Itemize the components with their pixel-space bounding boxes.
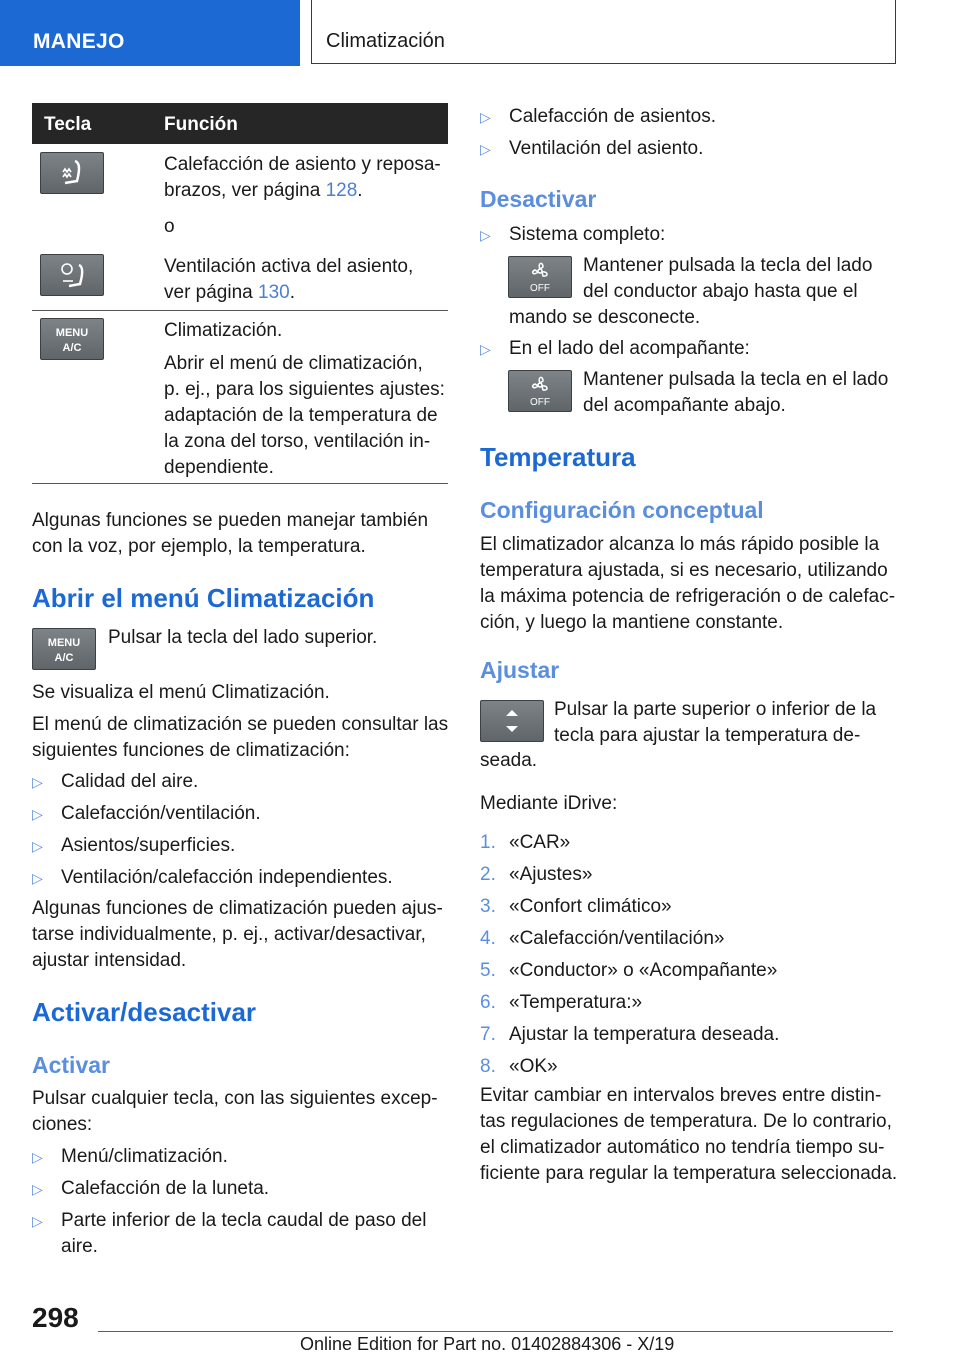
fan-off-icon — [508, 256, 572, 298]
adjust-instruction: Pulsar la parte superior o inferior de la tecla para ajustar la temperatura de- — [554, 699, 877, 746]
heading-deactivate: Desactivar — [480, 186, 597, 212]
bullet-icon: ▷ — [32, 1181, 43, 1197]
svg-text:A/C: A/C — [62, 342, 82, 354]
list-item: ▷ Menú/climatización. — [32, 1144, 228, 1170]
row-seat-heating-text: Calefacción de asiento y reposa- brazos, ver página 128. — [164, 154, 441, 201]
bullet-icon: ▷ — [32, 838, 43, 854]
menu-ac-icon — [32, 628, 96, 670]
menu-ac-icon — [40, 318, 104, 360]
svg-text:A/C: A/C — [54, 652, 74, 664]
seat-heating-icon — [40, 152, 104, 194]
bullet-icon: ▷ — [32, 774, 43, 790]
table-divider — [32, 310, 448, 311]
list-item: 1. «CAR» — [480, 832, 571, 853]
page-ref-link[interactable]: 130 — [258, 282, 290, 303]
individual-settings-paragraph: Algunas funciones de climatización pueden ajus- tarse individualmente, p. ej., activar/desactivar, ajustar intensidad. — [32, 898, 443, 971]
idrive-label: Mediante iDrive: — [480, 793, 618, 814]
menu-displayed-text: Se visualiza el menú Climatización. — [32, 682, 330, 703]
adjust-instruction-cont: seada. — [480, 750, 538, 771]
sistema-instruction-cont: mando se desconecte. — [509, 307, 701, 328]
bullet-icon: ▷ — [480, 227, 491, 243]
heading-adjust: Ajustar — [480, 657, 560, 683]
fan-off-icon — [508, 370, 572, 412]
list-item: ▷ Parte inferior de la tecla caudal de paso del aire. — [32, 1210, 427, 1257]
voice-control-paragraph: Algunas funciones se pueden manejar también con la voz, por ejemplo, la temperatura. — [32, 510, 429, 557]
list-item: ▷ Calefacción de la luneta. — [32, 1176, 269, 1202]
bullet-icon: ▷ — [480, 341, 491, 357]
list-item: ▷ Sistema completo: — [480, 222, 665, 248]
svg-text:MENU: MENU — [47, 637, 81, 649]
heading-activate: Activar — [32, 1052, 110, 1078]
bullet-icon: ▷ — [480, 109, 491, 125]
list-item: ▷ En el lado del acompañante: — [480, 336, 750, 362]
or-text: o — [164, 216, 175, 237]
temperature-up-down-icon — [480, 700, 544, 742]
activate-paragraph: Pulsar cualquier tecla, con las siguientes excep- ciones: — [32, 1088, 438, 1135]
chapter-tab — [311, 0, 896, 64]
svg-text:OFF: OFF — [530, 283, 550, 294]
heading-on-off: Activar/desactivar — [32, 997, 257, 1027]
sistema-instruction: Mantener pulsada la tecla del lado del conductor abajo hasta que el — [583, 255, 873, 302]
heading-temperature: Temperatura — [480, 442, 636, 472]
list-item: ▷ Calidad del aire. — [32, 769, 198, 795]
seat-ventilation-icon — [40, 254, 104, 296]
bullet-icon: ▷ — [480, 141, 491, 157]
list-item: 6. «Temperatura:» — [480, 992, 643, 1013]
list-item: ▷ Calefacción/ventilación. — [32, 801, 261, 827]
page-ref-link[interactable]: 128 — [325, 180, 358, 201]
list-item: 2. «Ajustes» — [480, 864, 593, 885]
list-item: ▷ Asientos/superficies. — [32, 833, 235, 859]
list-item: 3. «Confort climático» — [480, 896, 672, 917]
chapter-title: Climatización — [326, 30, 445, 52]
row-climate-text: Climatización. Abrir el menú de climatización, p. ej., para los siguientes ajustes: adaptación de la temperatura de la zona del torso, ventilación in- dependiente. — [164, 320, 445, 478]
list-item: 5. «Conductor» o «Acompañante» — [480, 960, 778, 981]
table-header — [32, 103, 448, 144]
list-item: ▷ Ventilación/calefacción independientes. — [32, 865, 393, 891]
list-item: 4. «Calefacción/ventilación» — [480, 928, 725, 949]
row-seat-ventilation-text: Ventilación activa del asiento, ver página 130. — [164, 256, 414, 303]
table-col-function: Función — [164, 114, 238, 135]
concept-paragraph: El climatizador alcanza lo más rápido posible la temperatura ajustada, si es necesario, utilizando la máxima potencia de refrigeración o de calefac- ción, y luego la mantiene constante. — [480, 534, 896, 633]
edition-footer: Online Edition for Part no. 01402884306 - X/19 — [300, 1334, 675, 1354]
heading-open-menu: Abrir el menú Climatización — [32, 583, 375, 613]
acomp-instruction: Mantener pulsada la tecla en el lado del acompañante abajo. — [583, 369, 889, 416]
svg-text:OFF: OFF — [530, 397, 550, 408]
section-title: MANEJO — [33, 30, 125, 53]
menu-functions-paragraph: El menú de climatización se pueden consultar las siguientes funciones de climatización: — [32, 714, 449, 761]
list-item: ▷ Ventilación del asiento. — [480, 136, 703, 162]
table-bottom-line — [32, 483, 448, 484]
page-number: 298 — [32, 1302, 79, 1333]
list-item: ▷ Calefacción de asientos. — [480, 104, 716, 130]
list-item: 8. «OK» — [480, 1056, 558, 1077]
bullet-icon: ▷ — [32, 870, 43, 886]
table-col-key: Tecla — [44, 114, 92, 135]
bullet-icon: ▷ — [32, 806, 43, 822]
heading-concept: Configuración conceptual — [480, 497, 764, 523]
open-menu-instruction: Pulsar la tecla del lado superior. — [108, 627, 378, 648]
bullet-icon: ▷ — [32, 1213, 43, 1229]
footer-divider — [98, 1331, 893, 1332]
list-item: 7. Ajustar la temperatura deseada. — [480, 1024, 780, 1045]
section-tab — [0, 0, 300, 66]
final-paragraph: Evitar cambiar en intervalos breves entre distin- tas regulaciones de temperatura. De lo contrario, el climatizador automático no tendría tiempo su- ficiente para regular la temperatura seleccionada. — [480, 1085, 898, 1184]
svg-text:MENU: MENU — [55, 327, 89, 339]
bullet-icon: ▷ — [32, 1149, 43, 1165]
